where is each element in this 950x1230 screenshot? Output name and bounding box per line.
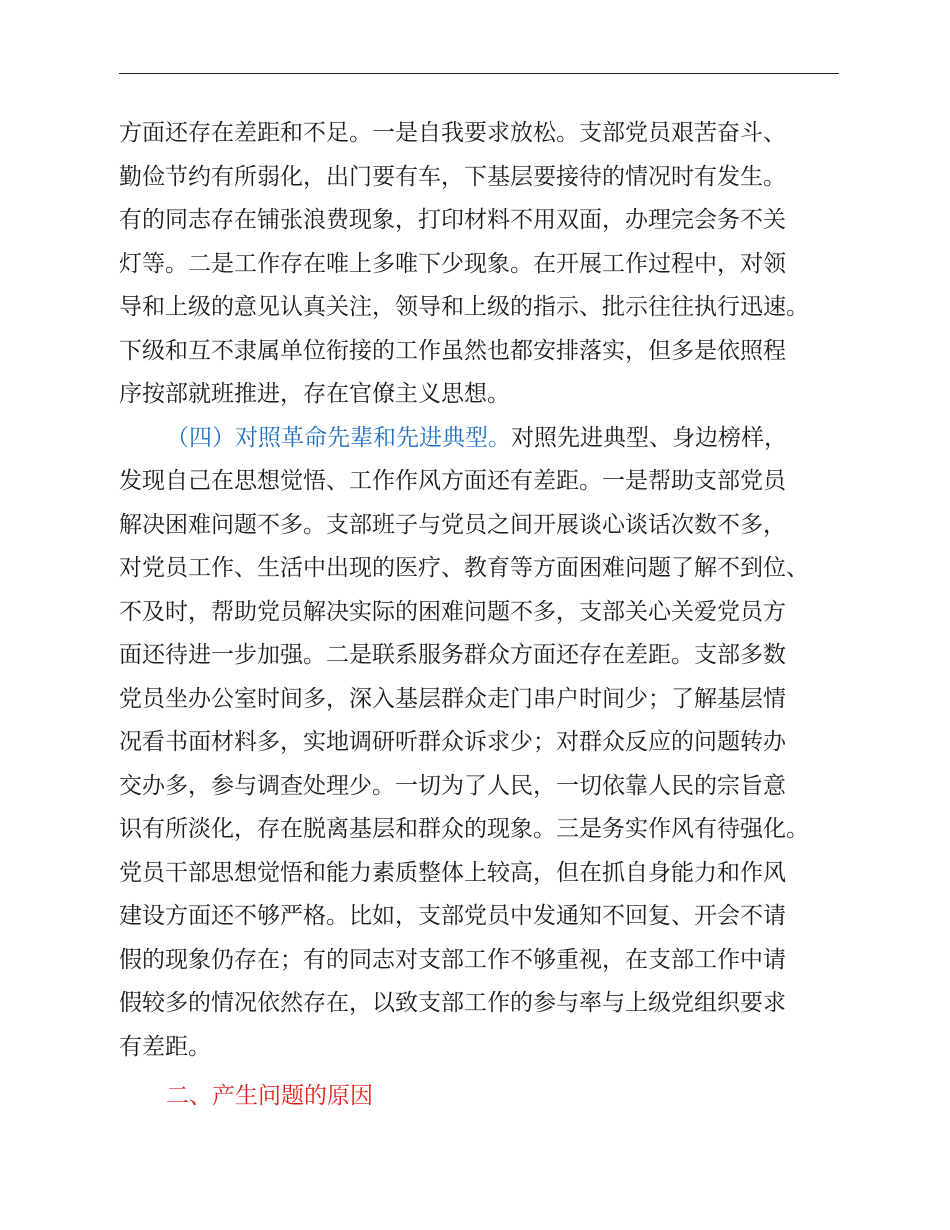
- text-line: 有的同志存在铺张浪费现象，打印材料不用双面，办理完会务不关: [119, 207, 786, 233]
- text-line: 建设方面还不够严格。比如，支部党员中发通知不回复、开会不请: [119, 903, 786, 929]
- text-line: 假较多的情况依然存在，以致支部工作的参与率与上级党组织要求: [119, 990, 786, 1016]
- text-line: 发现自己在思想觉悟、工作作风方面还有差距。一是帮助支部党员: [119, 468, 786, 494]
- text-line: 交办多，参与调查处理少。一切为了人民，一切依靠人民的宗旨意: [119, 772, 786, 799]
- header-rule: [119, 73, 839, 74]
- text-line: 下级和互不隶属单位衔接的工作虽然也都安排落实，但多是依照程: [119, 337, 786, 364]
- text-line: 勤俭节约有所弱化，出门要有车，下基层要接待的情况时有发生。: [119, 163, 786, 190]
- body-text: [119, 112, 843, 1119]
- text-line: 面还待进一步加强。二是联系服务群众方面还存在差距。支部多数: [119, 642, 786, 668]
- text-line: 序按部就班推进，存在官僚主义思想。: [119, 381, 510, 407]
- text-line: 解决困难问题不多。支部班子与党员之间开展谈心谈话次数不多，: [119, 511, 786, 538]
- text-line: 导和上级的意见认真关注，领导和上级的指示、批示往往执行迅速。: [119, 294, 809, 320]
- text-line: 假的现象仍存在；有的同志对支部工作不够重视，在支部工作中请: [119, 946, 786, 973]
- section-4-first-line: [119, 417, 843, 461]
- text-line: 党员干部思想觉悟和能力素质整体上较高，但在抓自身能力和作风: [119, 859, 786, 886]
- text-line: 党员坐办公室时间多，深入基层群众走门串户时间少；了解基层情: [119, 685, 786, 712]
- text-line: 灯等。二是工作存在唯上多唯下少现象。在开展工作过程中，对领: [119, 250, 786, 277]
- text-line: 不及时，帮助党员解决实际的困难问题不多，支部关心关爱党员方: [119, 598, 786, 625]
- section-4-first-text: 对照先进典型、身边榜样，: [511, 424, 787, 451]
- text-line: 有差距。: [119, 1033, 211, 1060]
- section-heading-2: 二、产生问题的原因: [166, 1083, 373, 1109]
- section-4-title: （四）对照革命先辈和先进典型。: [166, 424, 511, 451]
- text-line: 对党员工作、生活中出现的医疗、教育等方面困难问题了解不到位、: [119, 555, 809, 581]
- text-line: 方面还存在差距和不足。一是自我要求放松。支部党员艰苦奋斗、: [119, 120, 786, 146]
- text-line: 况看书面材料多，实地调研听群众诉求少；对群众反应的问题转办: [119, 729, 786, 755]
- text-line: 识有所淡化，存在脱离基层和群众的现象。三是务实作风有待强化。: [119, 816, 809, 842]
